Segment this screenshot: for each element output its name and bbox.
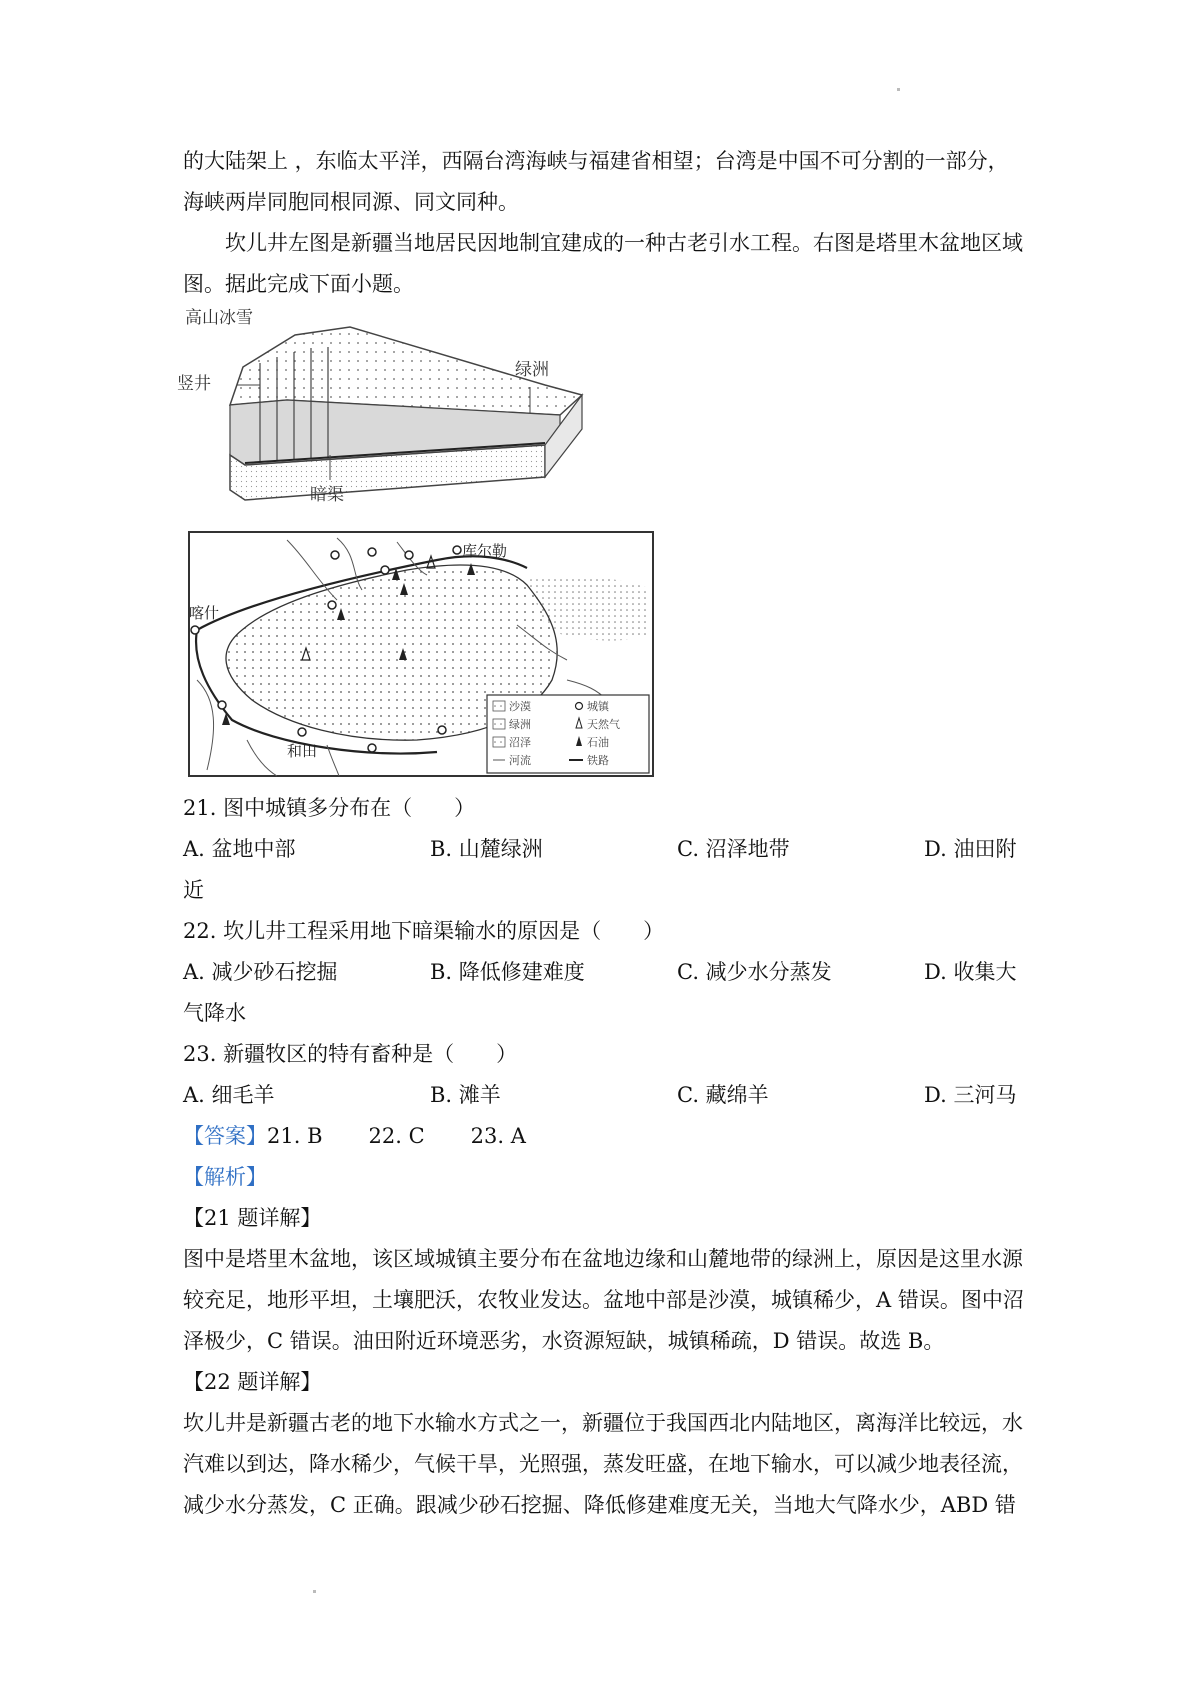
q23-option-b: B. 滩羊 [430,1083,501,1107]
q21-option-d: D. 油田附 [924,837,1017,861]
analysis-22-line-1: 坎儿井是新疆古老的地下水输水方式之一，新疆位于我国西北内陆地区，离海洋比较远，水 [183,1411,1023,1435]
answer-23: 23. A [470,1124,526,1148]
q21-option-b: B. 山麓绿洲 [430,837,543,861]
analysis-22-line-3: 减少水分蒸发，C 正确。跟减少砂石挖掘、降低修建难度无关，当地大气降水少，ABD 错 [183,1493,1016,1517]
analysis-21-line-1: 图中是塔里木盆地，该区域城镇主要分布在盆地边缘和山麓地带的绿洲上，原因是这里水源 [183,1247,1023,1271]
q21-stem: 21. 图中城镇多分布在（ ） [183,796,476,820]
q22-option-c: C. 减少水分蒸发 [677,960,832,984]
scan-speck [313,1590,316,1593]
karez-diagram [177,305,605,520]
q22-option-b: B. 降低修建难度 [430,960,585,984]
answer-21: 21. B [267,1124,323,1148]
analysis-21-line-2: 较充足，地形平坦，土壤肥沃，农牧业发达。盆地中部是沙漠，城镇稀少，A 错误。图中沼 [183,1288,1024,1312]
city-hotan: 和田 [287,742,318,760]
q22-option-a: A. 减少砂石挖掘 [183,960,338,984]
q23-option-a: A. 细毛羊 [183,1083,275,1107]
analysis-21-line-3: 泽极少，C 错误。油田附近环境恶劣，水资源短缺，城镇稀疏，D 错误。故选 B。 [183,1329,945,1353]
analysis-22-line-2: 汽难以到达，降水稀少，气候干旱，光照强，蒸发旺盛，在地下输水，可以减少地表径流， [183,1452,1023,1476]
label-glacier: 高山冰雪 [185,308,253,328]
scan-speck [897,88,900,91]
q21-option-d-cont: 近 [183,878,204,902]
legend-gas: 天然气 [587,718,620,731]
label-shaft: 竖井 [177,374,211,394]
tarim-basin-map [187,530,657,780]
label-channel: 暗渠 [310,485,344,505]
q21-option-a: A. 盆地中部 [183,837,296,861]
legend-river: 河流 [509,754,531,767]
legend-oil: 石油 [587,736,609,749]
q23-option-d: D. 三河马 [924,1083,1017,1107]
answer-line [183,1116,526,1157]
q22-stem: 22. 坎儿井工程采用地下暗渠输水的原因是（ ） [183,919,665,943]
q23-option-c: C. 藏绵羊 [677,1083,769,1107]
legend-railway: 铁路 [587,754,609,767]
analysis-21-heading: 【21 题详解】 [183,1206,322,1230]
analysis-22-heading: 【22 题详解】 [183,1370,322,1394]
q22-option-d-cont: 气降水 [183,1001,246,1025]
stem-line-2: 图。据此完成下面小题。 [183,272,414,296]
legend-oasis: 绿洲 [509,718,531,731]
answer-22: 22. C [368,1124,425,1148]
legend-town: 城镇 [587,700,609,713]
city-kashgar: 喀什 [189,604,220,622]
label-oasis: 绿洲 [515,360,549,380]
intro-line-1: 的大陆架上 ，东临太平洋，西隔台湾海峡与福建省相望；台湾是中国不可分割的一部分， [183,149,1009,173]
stem-line-1: 坎儿井左图是新疆当地居民因地制宜建成的一种古老引水工程。右图是塔里木盆地区域 [225,231,1023,255]
intro-line-2: 海峡两岸同胞同根同源、同文同种。 [183,190,519,214]
analysis-tag: 【解析】 [183,1165,267,1189]
legend-swamp: 沼泽 [509,736,531,749]
q22-option-d: D. 收集大 [924,960,1017,984]
q21-option-c: C. 沼泽地带 [677,837,790,861]
answer-tag: 【答案】 [183,1124,267,1148]
q23-stem: 23. 新疆牧区的特有畜种是（ ） [183,1042,518,1066]
city-korla: 库尔勒 [462,542,508,560]
legend-desert: 沙漠 [509,700,531,713]
